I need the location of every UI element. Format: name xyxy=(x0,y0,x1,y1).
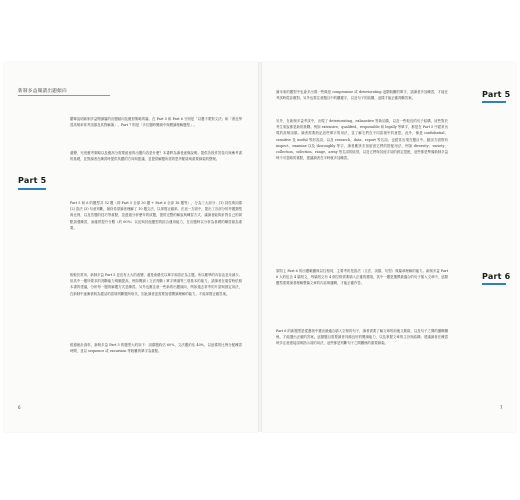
right-paragraph-1: 讀未來的題型中也會多出現一些像是 compromise 或 deteriorating 這類較難的單字，請讀者多加練習，才能在考試時從容應對。另外也要注意題目中的關鍵字，以及句子的結構，這樣才能正確判斷答案。 xyxy=(276,90,448,101)
part-5-underline-right xyxy=(482,101,506,103)
left-paragraph-1: 聽單說明新制多益閱讀篇的出題傾向及應對策略的篇。在 Part 5 和 Part 6 分別是「以選不要對文法」和「著近學習高頻率常考詞彙及其對解讀」，Part 7 則是「多位題時閱讀中與閱讀理解題型」。 xyxy=(70,117,242,128)
left-paragraph-3: Part 5 和 6 的題型共 52 題（即 Part 5 全部 30 題 + Part 6 全部 16 題等），分為三大部分：(1) 詞性與詞彙 (2) 語法 (3) 句意判斷，最終希望讀者理解了 10 題文法，以掌握正確率。在這一方面中，提出了各部分的考題類型與比例，以及答題的技巧等重點，並透過分析歷年的試題，提供完整的解說與練習方式，讓讀者能夠針對自己的弱點加強練習，而確實提升分數（約 60%）以及與其他題型的綜合運用能力，在出題時以分析為基礎的練習最為重要。 xyxy=(70,201,242,230)
right-paragraph-4: Part 6 的新題型是從選項中選出最適合填入空格的句子，讀者需要了解文章的前後文脈絡，以及句子之間的邏輯關係，才能選出正確的答案。這類題目需要讀者具備良好的閱讀能力，以及掌握文章的主旨與結構，建議讀者在練習時多注意連接詞與指示詞的用法，這些都是判斷句子之間關係的重要線索。 xyxy=(276,329,448,346)
left-paragraph-5: 根據統計資料，新制多益 Part 5 的題型大約如下：詞彙題約佔 60%，文法題約佔 40%，以這樣的比例分配練習時間，並以 sequence 或 excursion 等較難的單字為重點。 xyxy=(70,343,242,354)
part-6-label-right: Part 6 xyxy=(482,272,511,281)
right-paragraph-3: 原則上 Part 6 的出題範圍與以往相同，主要考的是語法（文法、詞彙、句型）與篇章理解的能力。新制多益 Part 6 大約包含 4 篇短文，每篇短文有 4 個空格需要填入正確的選項，其中一題是選擇最適合的句子插入文章中，這類題型需要讀者理解整篇文章的內容與邏輯，才能正確作答。 xyxy=(276,269,448,286)
part-6-underline-right xyxy=(482,283,506,285)
page-number-left: 6 xyxy=(18,405,21,410)
part-5-underline-left xyxy=(18,188,46,190)
part-5-label-left: Part 5 xyxy=(18,176,47,185)
running-head-rule xyxy=(18,95,110,96)
page-number-right: 7 xyxy=(500,405,503,410)
running-head: 新制多益閱讀出題傾向 xyxy=(18,89,67,94)
left-paragraph-2: 還變，究竟應考策略以及應高分需要留意的出題內容是什麼？本書將為讀者逐條說明，提供各段作答技巧與參考書的基礎，並對讀者在練習時提供具體的方向與建議，並提供解題所需的思考脈絡與重要線索的整理。 xyxy=(70,151,242,162)
right-paragraph-2: 另外，在新制多益考試中，出現了 deteriorating、exhaustive 等新詞彙，以及一些較長的句子結構，這些對於考生來說都是新的挑戰。例如 extensive、qualified、responsible 和 legally 等單字，都是在 Part 5 中經常出現的高頻詞彙。讀者需要熟記這些單字的用法，並了解它們在不同語境中的意思。此外，像是 confidential、sensitive 及 useful 等形容詞，以及 research、data、report 等名詞，也經常出現在題目中。動詞方面則有 inspect、examine 以及 thoroughly 等字，讀者應該多加留意它們的搭配用法，例如 diversity、variety、collection、selection、range、array 等名詞的區別，以及它們與其他字詞的固定搭配，這些都是準備新制多益時不可忽略的重點，建議讀者在平時就多加練習。 xyxy=(276,119,448,161)
left-paragraph-4: 相較於實用，新制多益 Part 5 並沒有太大的改變，還是會優先以單字和語法為主題，所以應學的內容也並未減少。但其中一題所要求的判斷能力明顯提高，例如閱讀 / 文法判斷 / 單字辨識等三項基本的能力。請讀者在複習時依照本書的建議，分析每一題的解題方式並練習。另外也應注意一些新的出題傾向，例如過去常考的片語與固定用法，在新制中逐漸被較為靈活的語境判斷題所取代，因此讀者更需要加強閱讀理解的能力，才能掌握正確答案。 xyxy=(70,273,242,296)
part-5-label-right: Part 5 xyxy=(482,90,511,99)
